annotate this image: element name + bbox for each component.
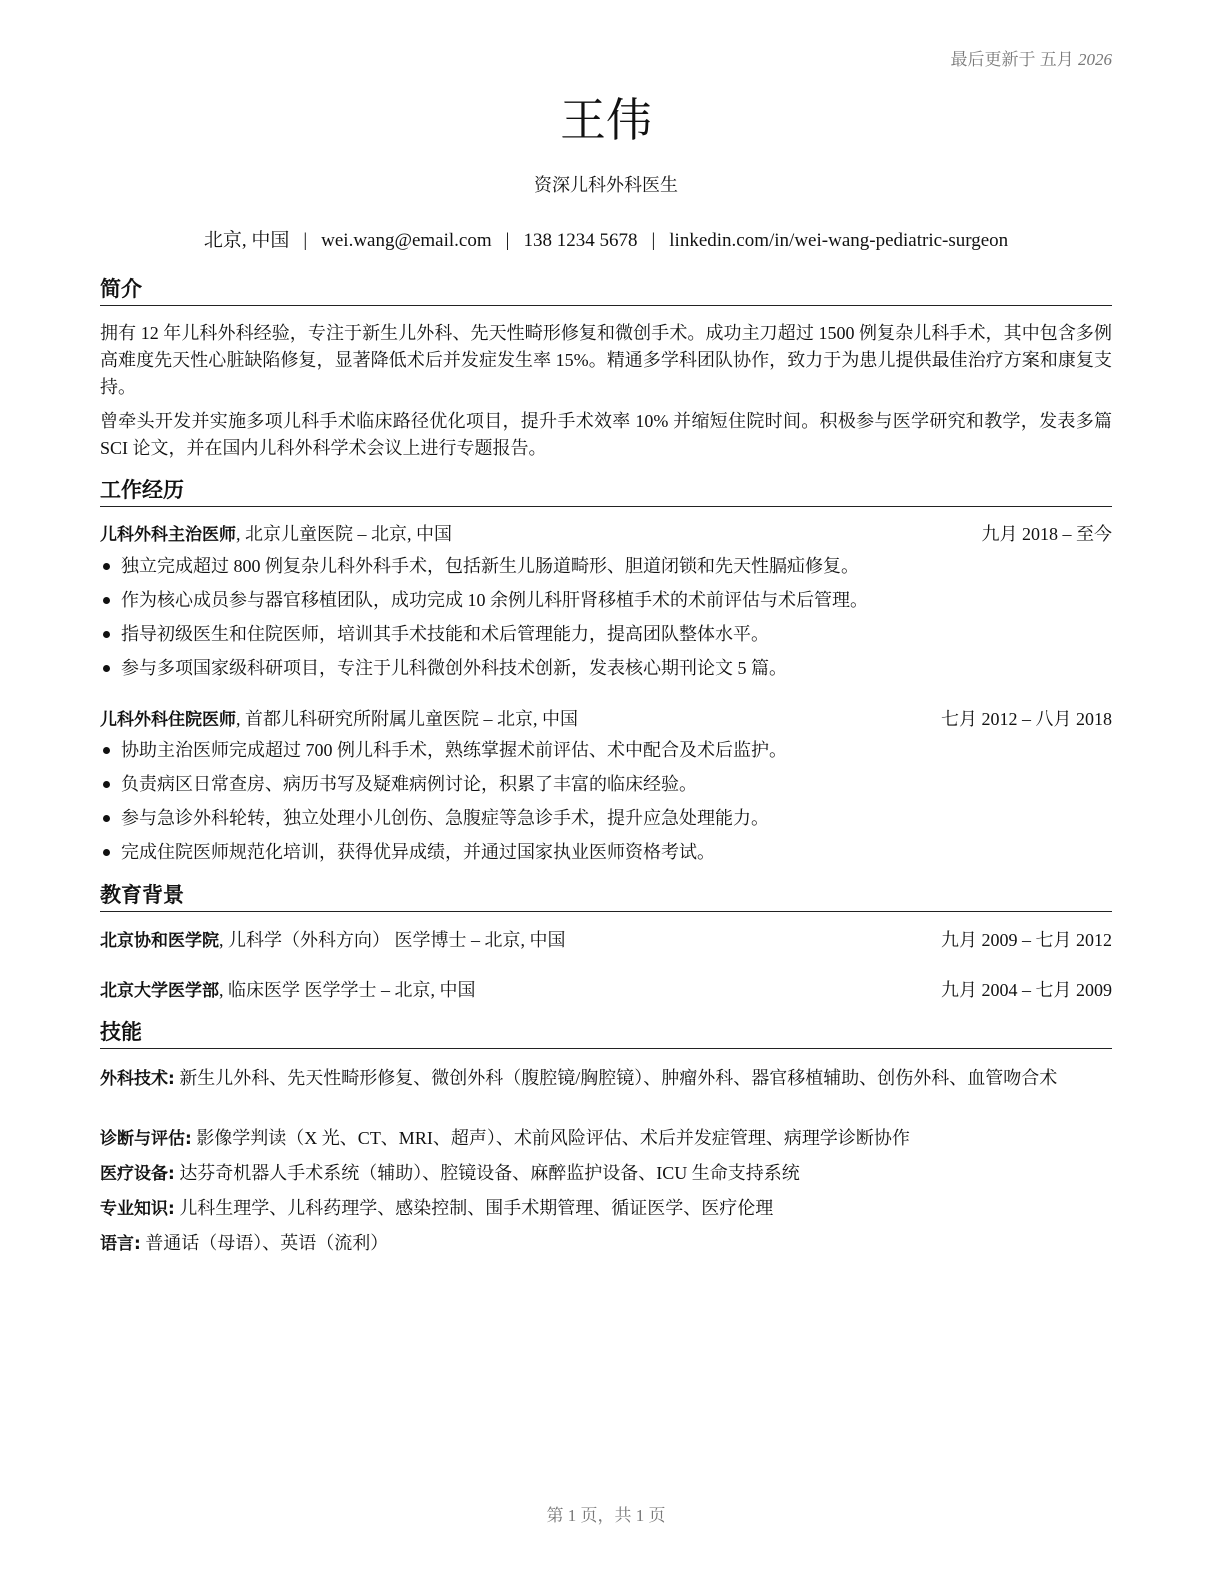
last-updated-label: 最后更新于 五月 (950, 50, 1074, 69)
bullet-text: 独立完成超过 800 例复杂儿科外科手术，包括新生儿肠道畸形、胆道闭锁和先天性膈疝修复。 (121, 556, 859, 576)
skill-value: 影像学判读（X 光、CT、MRI、超声）、术前风险评估、术后并发症管理、病理学诊断协作 (191, 1128, 910, 1148)
list-item (100, 651, 1112, 685)
bullet-text: 作为核心成员参与器官移植团队，成功完成 10 余例儿科肝肾移植手术的术前评估与术后管理。 (121, 590, 868, 610)
skill-value: 普通话（母语）、英语（流利） (140, 1233, 389, 1253)
contact-phone[interactable]: 138 1234 5678 (523, 230, 638, 251)
summary-paragraph: 曾牵头开发并实施多项儿科手术临床路径优化项目，提升手术效率 10% 并缩短住院时间。积极参与医学研究和教学，发表多篇 SCI 论文，并在国内儿科外科学术会议上进行专题报告。 (100, 411, 1112, 458)
list-item (100, 733, 1112, 767)
section-title-summary: 简介 (100, 276, 1112, 306)
list-item (100, 617, 1112, 651)
skill-value: 达芬奇机器人手术系统（辅助）、腔镜设备、麻醉监护设备、ICU 生命支持系统 (174, 1163, 800, 1183)
job-header (100, 521, 1112, 548)
education-school: 北京大学医学部 (100, 981, 219, 1001)
bullet-icon (103, 781, 110, 788)
contact-separator: | (651, 230, 656, 251)
job-bullet-list (100, 549, 1112, 685)
skill-label: 语言: (100, 1234, 141, 1254)
bullet-icon (103, 747, 110, 754)
contact-email-link[interactable]: wei.wang@email.com (321, 230, 492, 251)
contact-location: 北京, 中国 (203, 230, 290, 251)
skill-row (100, 1195, 1112, 1223)
bullet-text: 参与急诊外科轮转，独立处理小儿创伤、急腹症等急诊手术，提升应急处理能力。 (121, 808, 769, 828)
skill-label: 医疗设备: (100, 1164, 175, 1184)
skill-row (100, 1065, 1112, 1093)
skill-row (100, 1125, 1112, 1153)
list-item (100, 835, 1112, 869)
bullet-icon (103, 563, 110, 570)
candidate-name: 王伟 (560, 93, 652, 147)
last-updated (951, 45, 1113, 70)
resume-page (100, 0, 1112, 1584)
bullet-text: 协助主治医师完成超过 700 例儿科手术，熟练掌握术前评估、术中配合及术后监护。 (121, 740, 787, 760)
job-org: , 北京儿童医院 – 北京, 中国 (236, 524, 452, 544)
job-date: 九月 2018 – 至今 (981, 524, 1112, 544)
summary-paragraph: 拥有 12 年儿科外科经验，专注于新生儿外科、先天性畸形修复和微创手术。成功主刀超过 1500 例复杂儿科手术，其中包含多例高难度先天性心脏缺陷修复，显著降低术后并发症发生率 15%。精通多学科团队协作，致力于为患儿提供最佳治疗方案和康复支持。 (100, 323, 1112, 397)
education-item (100, 977, 1112, 1004)
education-school: 北京协和医学院 (100, 931, 219, 951)
education-detail: , 儿科学（外科方向） 医学博士 – 北京, 中国 (219, 930, 566, 950)
job-role: 儿科外科住院医师 (100, 710, 236, 730)
education-date: 九月 2009 – 七月 2012 (941, 930, 1112, 950)
contact-linkedin-link[interactable]: linkedin.com/in/wei-wang-pediatric-surgeon (669, 230, 1009, 251)
job-org: , 首都儿科研究所附属儿童医院 – 北京, 中国 (236, 709, 578, 729)
job-bullet-list (100, 733, 1112, 869)
skill-row (100, 1160, 1112, 1188)
candidate-headline: 资深儿科外科医生 (534, 175, 678, 195)
contact-line (100, 225, 1112, 252)
skill-label: 外科技术: (100, 1069, 175, 1089)
last-updated-year: 2026 (1078, 50, 1112, 69)
bullet-icon (103, 849, 110, 856)
education-date: 九月 2004 – 七月 2009 (941, 980, 1112, 1000)
bullet-icon (103, 597, 110, 604)
job-date: 七月 2012 – 八月 2018 (941, 709, 1112, 729)
section-title-skills: 技能 (100, 1019, 1112, 1049)
list-item (100, 767, 1112, 801)
contact-separator: | (505, 230, 510, 251)
bullet-text: 参与多项国家级科研项目，专注于儿科微创外科技术创新，发表核心期刊论文 5 篇。 (121, 658, 787, 678)
skill-value: 新生儿外科、先天性畸形修复、微创外科（腹腔镜/胸腔镜）、肿瘤外科、器官移植辅助、创伤外科、血管吻合术 (174, 1068, 1058, 1088)
bullet-icon (103, 815, 110, 822)
section-title-experience: 工作经历 (100, 477, 1112, 507)
list-item (100, 549, 1112, 583)
education-item (100, 927, 1112, 954)
job-header (100, 706, 1112, 733)
contact-separator: | (303, 230, 308, 251)
list-item (100, 583, 1112, 617)
bullet-icon (103, 665, 110, 672)
list-item (100, 801, 1112, 835)
skill-label: 诊断与评估: (100, 1129, 192, 1149)
education-detail: , 临床医学 医学学士 – 北京, 中国 (219, 980, 476, 1000)
bullet-text: 负责病区日常查房、病历书写及疑难病例讨论，积累了丰富的临床经验。 (121, 774, 697, 794)
bullet-text: 指导初级医生和住院医师，培训其手术技能和术后管理能力，提高团队整体水平。 (121, 624, 769, 644)
bullet-icon (103, 631, 110, 638)
job-role: 儿科外科主治医师 (100, 525, 236, 545)
skill-row (100, 1230, 1112, 1258)
page-number: 第 1 页，共 1 页 (546, 1506, 666, 1525)
skill-value: 儿科生理学、儿科药理学、感染控制、围手术期管理、循证医学、医疗伦理 (174, 1198, 774, 1218)
section-title-education: 教育背景 (100, 882, 1112, 912)
skill-label: 专业知识: (100, 1199, 175, 1219)
bullet-text: 完成住院医师规范化培训，获得优异成绩，并通过国家执业医师资格考试。 (121, 842, 715, 862)
